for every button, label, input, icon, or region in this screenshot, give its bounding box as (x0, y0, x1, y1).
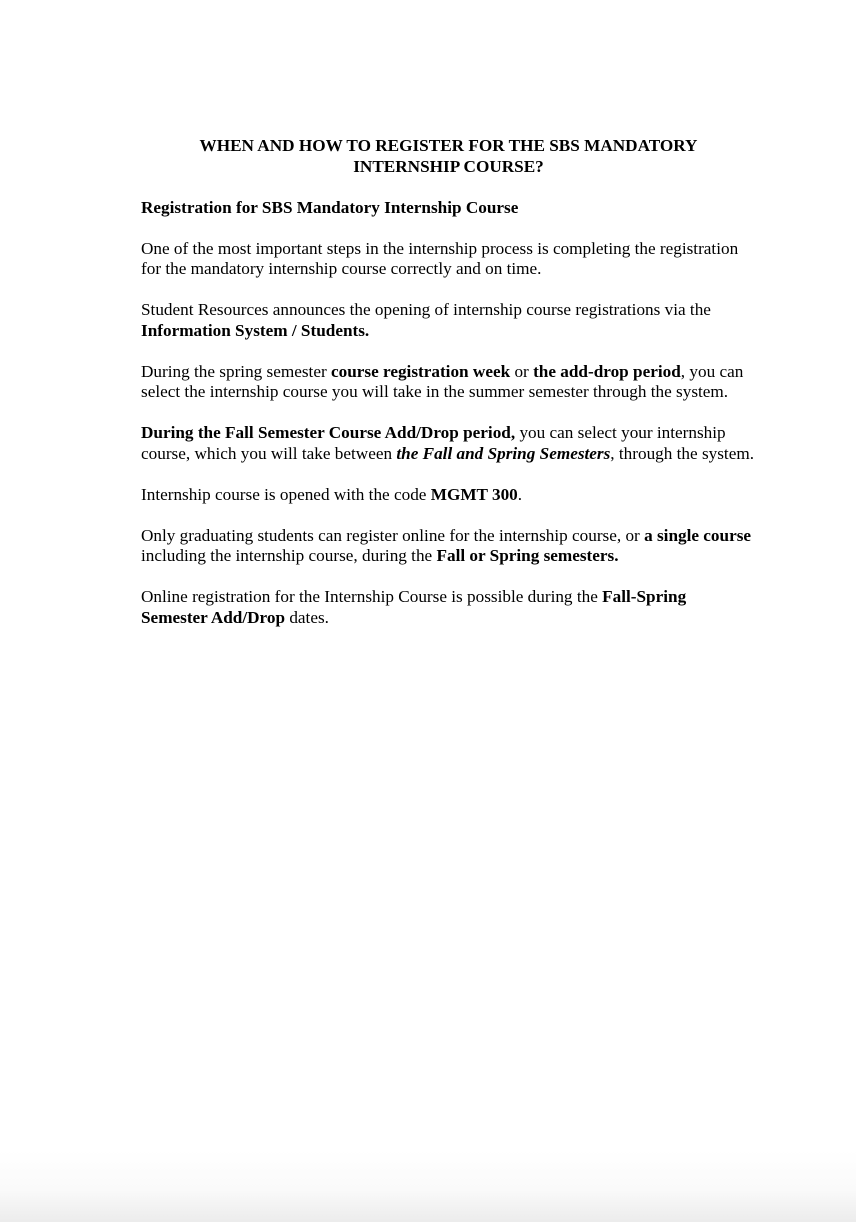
paragraph-announcement (141, 300, 756, 341)
paragraph-text: Only graduating students can register online for the internship course, or (141, 525, 645, 545)
section-heading: Registration for SBS Mandatory Internship Course (141, 197, 519, 217)
paragraph-graduating-students (141, 526, 756, 567)
emphasis-add-drop-dates: Fall-Spring Semester Add/Drop (141, 587, 687, 628)
paragraph-spring-semester (141, 362, 756, 403)
paragraph-text: . (517, 484, 523, 504)
emphasis-single-course: a single course (644, 525, 752, 545)
emphasis-fall-spring-semesters: the Fall and Spring Semesters (396, 443, 611, 463)
paragraph-intro (141, 239, 756, 280)
emphasis-fall-spring: Fall or Spring semesters. (436, 546, 619, 566)
paragraph-text: One of the most important steps in the internship process is completing the registration for the mandatory internship course correctly and on time. (141, 238, 739, 279)
paragraph-online-registration (141, 587, 756, 628)
paragraph-text: Internship course is opened with the code (141, 484, 431, 504)
paragraph-text: or (510, 361, 534, 381)
paragraph-text: including the internship course, during the (141, 546, 437, 566)
title-line-2: INTERNSHIP COURSE? (353, 156, 544, 176)
paragraph-text: Student Resources announces the opening of internship course registrations via the (141, 300, 711, 320)
document-title (141, 136, 756, 177)
emphasis-information-system: Information System / Students. (141, 320, 370, 340)
paragraph-text: During the spring semester (141, 361, 331, 381)
paragraph-text: , through the system. (610, 443, 754, 463)
paragraph-fall-semester (141, 423, 756, 464)
emphasis-add-drop-period: the add-drop period (533, 361, 681, 381)
course-code: MGMT 300 (430, 484, 518, 504)
emphasis-fall-add-drop: During the Fall Semester Course Add/Drop period, (141, 423, 516, 443)
paragraph-text: , you can select the internship course you will take in the summer semester through the system. (141, 361, 744, 402)
paragraph-text: you can select your internship course, which you will take between (141, 423, 726, 463)
paragraph-text: Online registration for the Internship Course is possible during the (141, 587, 603, 607)
document-content (141, 136, 756, 649)
emphasis-registration-week: course registration week (330, 361, 511, 381)
paragraph-text: dates. (285, 608, 329, 628)
paragraph-course-code (141, 485, 756, 506)
title-line-1: WHEN AND HOW TO REGISTER FOR THE SBS MANDATORY (199, 136, 698, 155)
